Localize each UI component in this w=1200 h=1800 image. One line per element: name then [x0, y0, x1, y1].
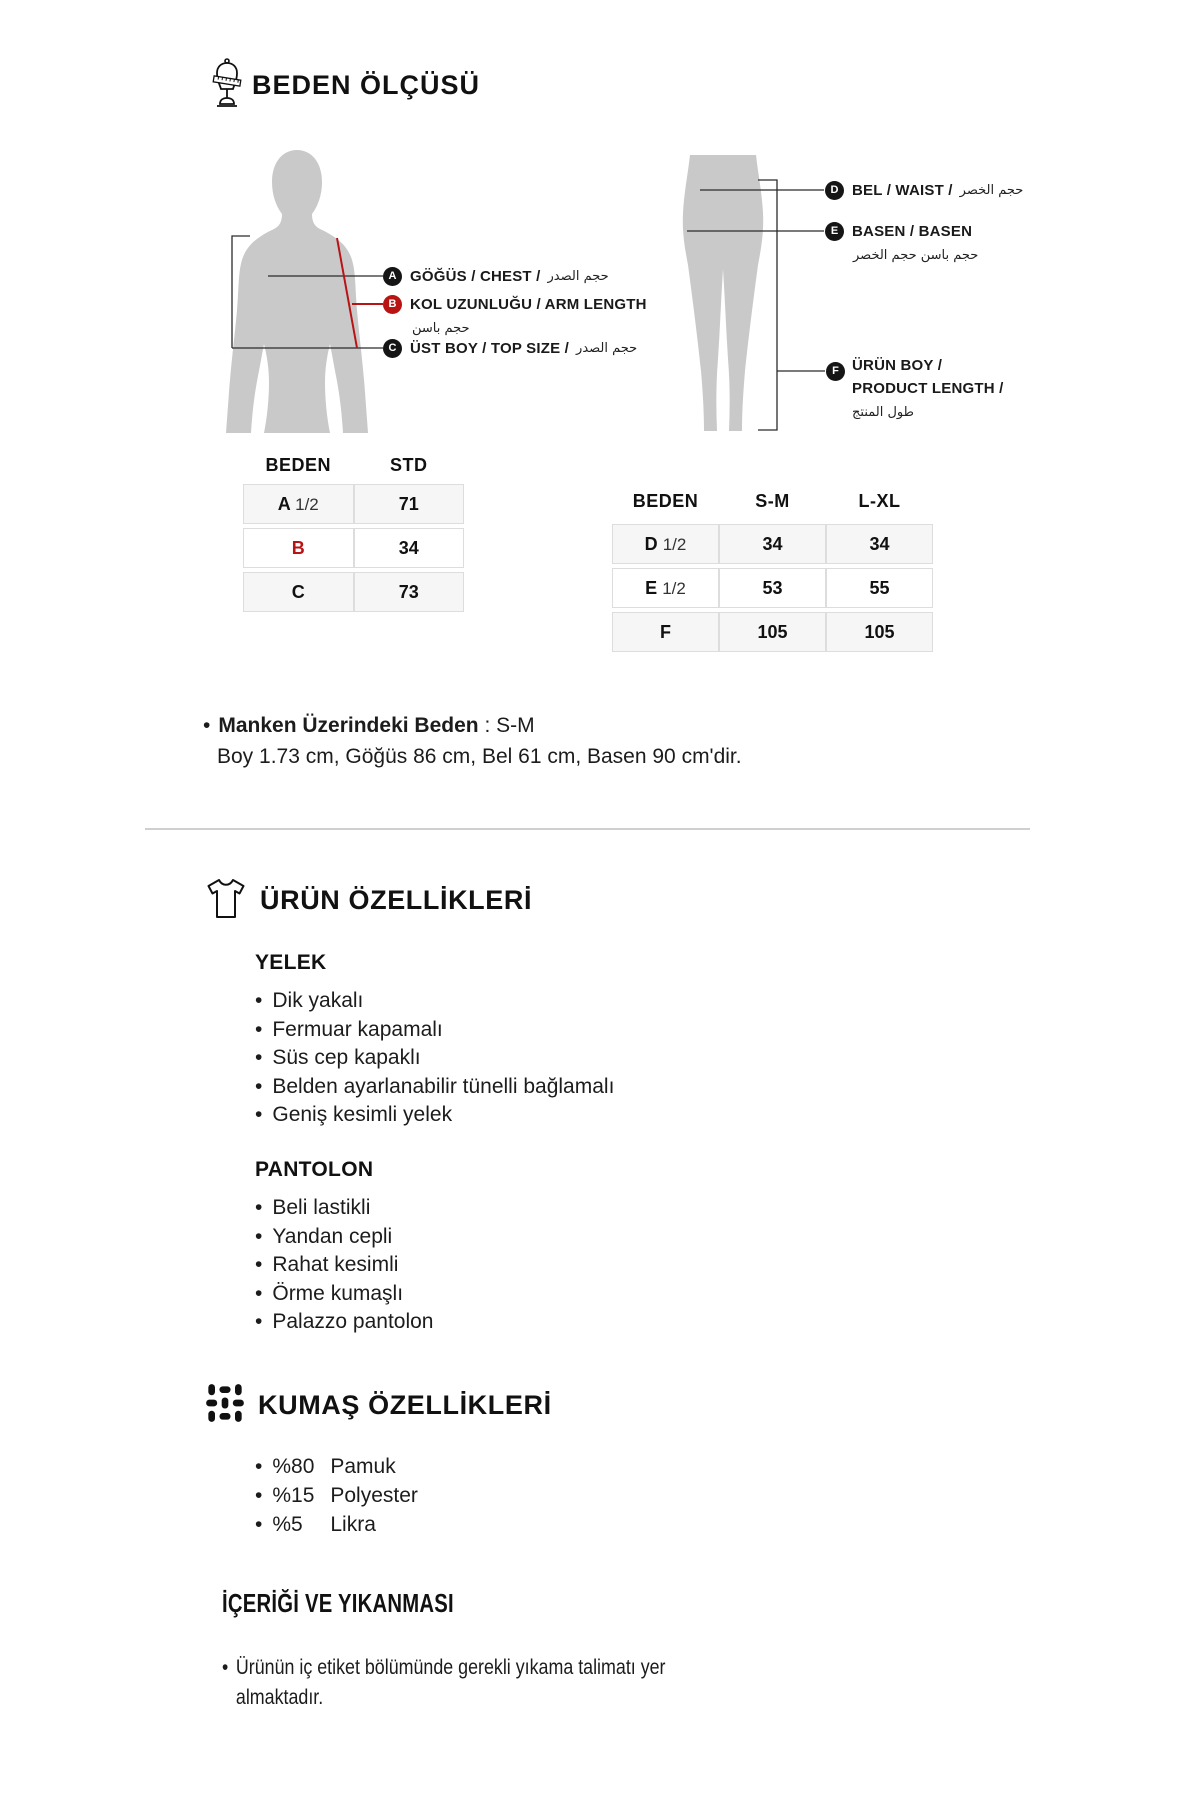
table-header-row: [243, 450, 464, 480]
model-measurements: Boy 1.73 cm, Göğüs 86 cm, Bel 61 cm, Basen 90 cm'dir.: [217, 745, 742, 768]
point-e-badge: E: [825, 222, 844, 241]
col-header: BEDEN: [265, 454, 331, 475]
group-title: PANTOLON: [255, 1157, 374, 1181]
point-f-badge: F: [826, 362, 845, 381]
tshirt-icon: [205, 876, 247, 925]
feature-item: • Dik yakalı: [255, 987, 925, 1016]
fabric-item: • %80 Pamuk: [255, 1452, 925, 1481]
callout-lines: [0, 140, 1200, 660]
feature-item: • Rahat kesimli: [255, 1251, 925, 1280]
table-row: E 1/2 53 55: [612, 568, 933, 608]
table-row: C 73: [243, 572, 464, 612]
label-hip-arabic: حجم باسن حجم الخصر: [853, 248, 979, 263]
group-title: YELEK: [255, 951, 327, 974]
section-title: KUMAŞ ÖZELLİKLERİ: [258, 1390, 552, 1420]
feature-item: • Süs cep kapaklı: [255, 1044, 925, 1073]
section-divider: [145, 828, 1030, 830]
label-top-size: ÜST BOY / TOP SIZE / حجم الصدر: [410, 340, 638, 357]
table-row: D 1/2 34 34: [612, 524, 933, 564]
model-size-info: [203, 710, 742, 772]
mannequin-icon: [212, 58, 242, 113]
fabric-item: • %15 Polyester: [255, 1481, 925, 1510]
col-header: STD: [390, 454, 428, 475]
page-title: BEDEN ÖLÇÜSÜ: [252, 70, 481, 100]
section-title: ÜRÜN ÖZELLİKLERİ: [260, 885, 533, 915]
point-a-badge: A: [383, 267, 402, 286]
col-header: BEDEN: [632, 490, 699, 511]
page-header: [212, 58, 480, 113]
point-d-badge: D: [825, 181, 844, 200]
weave-icon: [205, 1383, 245, 1428]
model-size-line: • Manken Üzerindeki Beden : S-M: [203, 714, 535, 737]
feature-item: • Geniş kesimli yelek: [255, 1101, 925, 1130]
col-header: S-M: [755, 490, 790, 511]
feature-group-vest: [205, 949, 925, 1130]
label-waist: BEL / WAIST / حجم الخصر: [852, 182, 1024, 199]
label-chest: GÖĞÜS / CHEST / حجم الصدر: [410, 268, 609, 285]
point-b-badge: B: [383, 295, 402, 314]
care-section: [222, 1588, 842, 1713]
care-note: • Ürünün iç etiket bölümünde gerekli yıkama talimatı yer almaktadır.: [222, 1656, 666, 1709]
col-header: L-XL: [858, 490, 901, 511]
label-arm-length-arabic: حجم باسن: [412, 321, 470, 336]
fabric-item: • %5 Likra: [255, 1510, 925, 1539]
table-row: F 105 105: [612, 612, 933, 652]
measurement-diagram: [0, 140, 1200, 660]
label-hip: BASEN / BASEN: [852, 223, 973, 240]
feature-item: • Beli lastikli: [255, 1194, 925, 1223]
size-table-top: [243, 446, 464, 616]
feature-item: • Yandan cepli: [255, 1223, 925, 1252]
feature-item: • Belden ayarlanabilir tünelli bağlamalı: [255, 1073, 925, 1102]
fabric-section: [205, 1383, 925, 1539]
section-title: İÇERİĞİ VE YIKANMASI: [222, 1588, 454, 1618]
table-row: A 1/2 71: [243, 484, 464, 524]
table-header-row: [612, 482, 933, 520]
feature-group-pants: [205, 1156, 925, 1337]
feature-item: • Palazzo pantolon: [255, 1308, 925, 1337]
point-c-badge: C: [383, 339, 402, 358]
size-table-bottom: [612, 478, 933, 656]
label-arm-length: KOL UZUNLUĞU / ARM LENGTH: [410, 296, 647, 313]
product-features-section: [205, 876, 925, 1337]
feature-item: • Örme kumaşlı: [255, 1280, 925, 1309]
table-row: B 34: [243, 528, 464, 568]
feature-item: • Fermuar kapamalı: [255, 1016, 925, 1045]
label-product-length: ÜRÜN BOY / PRODUCT LENGTH / طول المنتج: [852, 357, 1004, 420]
